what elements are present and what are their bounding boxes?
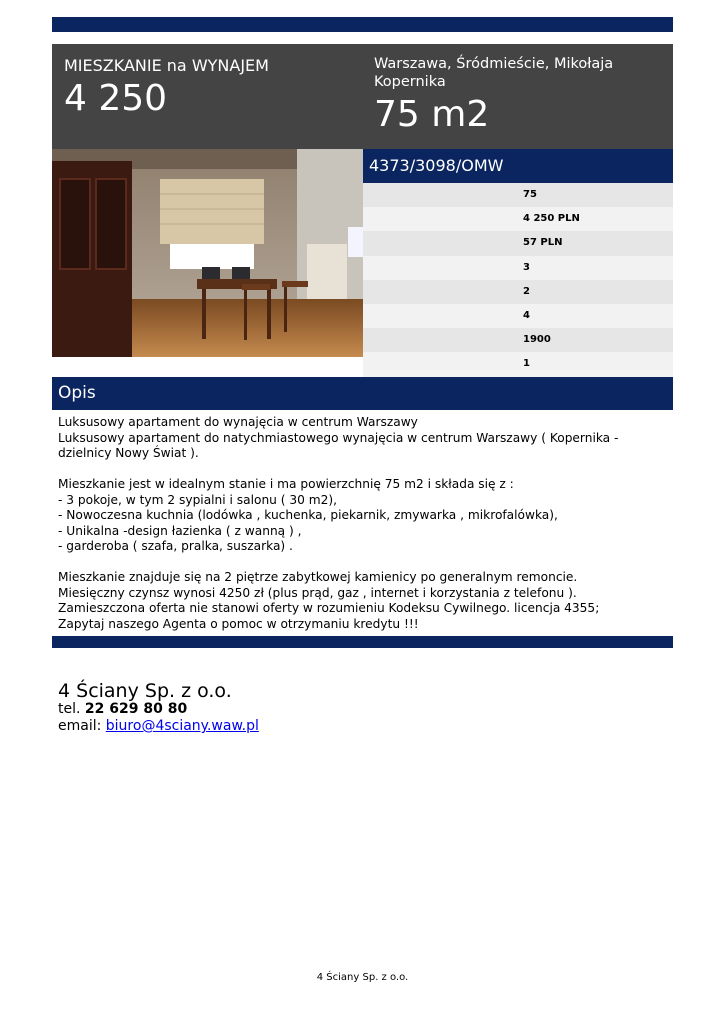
description-heading-bar [52,377,673,410]
email-link[interactable]: biuro@4sciany.waw.pl [105,718,259,734]
description-text: Luksusowy apartament do wynajęcia w centrum Warszawy Luksusowy apartament do natychmiastowego wynajęcia w centrum Warszawy ( Kopernika - dzielnicy Nowy Świat ). Mieszkanie jest w idealnym stanie i ma powierzchnię 75 m2 i składa się z : - 3 pokoje, w tym 2 sypialni i salonu ( 30 m2), - Nowoczesna kuchnia (lodówka , kuchenka, piekarnik, zmywarka , mikrofalówka), - Unikalna -design łazienka ( z wanną ) , - garderoba ( szafa, pralka, suszarka) . Mieszkanie znajduje się na 2 piętrze zabytkowej kamienicy po generalnym remoncie. Miesięczny czynsz wynosi 4250 zł (plus prąd, gaz , internet i korzystania z telefonu ). Zamieszczona oferta nie stanowi oferty w rozumieniu Kodeksu Cywilnego. licencja 4355; Zapytaj naszego Agenta o pomoc w otrzymaniu kredytu !!! [58,415,619,631]
phone-number: 22 629 80 80 [84,701,188,717]
contact-email [58,718,259,734]
param-value: 1 [523,358,530,370]
listing-header [52,44,673,149]
param-row [363,304,673,328]
param-value: 75 [523,189,537,200]
params-table [363,183,673,377]
param-value: 1900 [523,334,551,346]
param-row [363,207,673,231]
param-row [363,352,673,376]
reference-number-bar [363,149,673,183]
param-row [363,256,673,280]
listing-area: 75 m2 [374,94,490,135]
footer-company: 4 Ściany Sp. z o.o. [316,972,409,983]
description-body [58,415,668,632]
param-value: 3 [523,261,530,273]
listing-price: 4 250 [64,78,168,119]
top-divider-bar [52,17,673,32]
email-label: email: [58,718,102,734]
apartment-photo [52,149,363,357]
param-row [363,183,673,207]
phone-label: tel. [58,701,81,717]
company-name: 4 Ściany Sp. z o.o. [58,680,232,702]
param-value: 57 PLN [523,237,563,249]
description-heading: Opis [58,383,96,403]
param-value: 4 [523,309,530,321]
reference-number: 4373/3098/OMW [369,156,504,175]
param-value: 4 250 PLN [523,213,580,225]
contact-phone [58,701,187,717]
param-row [363,328,673,352]
bottom-divider-bar [52,636,673,648]
param-value: 2 [523,285,530,297]
param-row [363,280,673,304]
listing-type: MIESZKANIE na WYNAJEM [64,56,269,75]
param-row [363,231,673,255]
listing-location: Warszawa, Śródmieście, Mikołaja Kopernika [374,56,614,90]
